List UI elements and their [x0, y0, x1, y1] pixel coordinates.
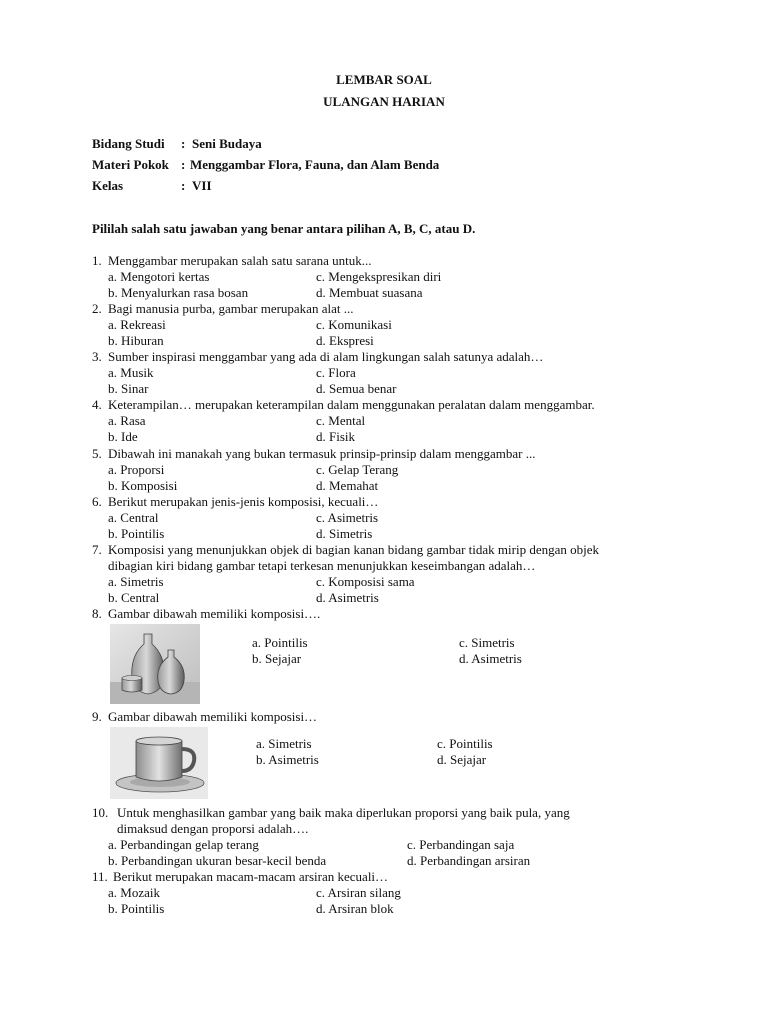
option-c: c. Perbandingan saja	[407, 837, 515, 852]
question-number: 2.	[92, 301, 102, 316]
question-number: 11.	[92, 869, 108, 884]
topic-separator: :	[181, 157, 186, 172]
question-7	[0, 542, 768, 558]
question-text-continued: dimaksud dengan proporsi adalah….	[117, 821, 309, 836]
option-d: d. Asimetris	[316, 590, 379, 605]
question-number: 10.	[92, 805, 109, 820]
question-8	[0, 606, 768, 622]
option-a: a. Rasa	[108, 413, 146, 428]
class-label: Kelas	[92, 178, 124, 193]
question-number: 1.	[92, 253, 102, 268]
option-c: c. Mengekspresikan diri	[316, 269, 442, 284]
option-b: b. Menyalurkan rasa bosan	[108, 285, 249, 300]
option-b: b. Central	[108, 590, 160, 605]
option-a: a. Simetris	[108, 574, 164, 589]
option-a: a. Proporsi	[108, 462, 165, 477]
options-row	[0, 478, 768, 494]
option-a: a. Simetris	[256, 736, 312, 751]
document-title: LEMBAR SOAL	[336, 72, 432, 87]
options-row	[0, 736, 768, 752]
instruction: Pililah salah satu jawaban yang benar antara pilihan A, B, C, atau D.	[92, 221, 476, 236]
option-b: b. Pointilis	[108, 526, 165, 541]
question-text: Dibawah ini manakah yang bukan termasuk prinsip-prinsip dalam menggambar ...	[108, 446, 536, 461]
question-text: Bagi manusia purba, gambar merupakan alat ...	[108, 301, 354, 316]
option-a: a. Pointilis	[252, 635, 308, 650]
subject-label: Bidang Studi	[92, 136, 165, 151]
options-row	[0, 333, 768, 349]
question-text: Sumber inspirasi menggambar yang ada di alam lingkungan salah satunya adalah…	[108, 349, 544, 364]
option-a: a. Perbandingan gelap terang	[108, 837, 259, 852]
options-row	[0, 365, 768, 381]
question-6	[0, 494, 768, 510]
question-2	[0, 301, 768, 317]
options-row	[0, 651, 768, 667]
option-d: d. Sejajar	[437, 752, 487, 767]
option-b: b. Pointilis	[108, 901, 165, 916]
options-row	[0, 269, 768, 285]
option-d: d. Perbandingan arsiran	[407, 853, 531, 868]
option-c: c. Mental	[316, 413, 366, 428]
option-d: d. Fisik	[316, 429, 356, 444]
subject-separator: :	[181, 136, 186, 151]
question-10	[0, 805, 768, 821]
option-b: b. Asimetris	[256, 752, 319, 767]
question-number: 7.	[92, 542, 102, 557]
question-text: Menggambar merupakan salah satu sarana untuk...	[108, 253, 372, 268]
question-10-continued	[0, 821, 768, 837]
options-row	[0, 590, 768, 606]
option-a: a. Central	[108, 510, 159, 525]
question-text-continued: dibagian kiri bidang gambar tetapi terkesan menunjukkan keseimbangan adalah…	[108, 558, 536, 573]
document-subtitle: ULANGAN HARIAN	[323, 94, 445, 109]
option-a: a. Mozaik	[108, 885, 160, 900]
question-9	[0, 709, 768, 725]
options-row	[0, 381, 768, 397]
options-row	[0, 429, 768, 445]
option-c: c. Simetris	[459, 635, 515, 650]
options-row	[0, 413, 768, 429]
question-number: 4.	[92, 397, 102, 412]
class-separator: :	[181, 178, 186, 193]
option-c: c. Komposisi sama	[316, 574, 415, 589]
question-text: Gambar dibawah memiliki komposisi….	[108, 606, 321, 621]
option-c: c. Arsiran silang	[316, 885, 401, 900]
option-d: d. Arsiran blok	[316, 901, 394, 916]
options-row	[0, 285, 768, 301]
question-3	[0, 349, 768, 365]
topic-label: Materi Pokok	[92, 157, 169, 172]
question-text: Gambar dibawah memiliki komposisi…	[108, 709, 318, 724]
option-b: b. Sejajar	[252, 651, 302, 666]
options-row	[0, 462, 768, 478]
option-c: c. Gelap Terang	[316, 462, 399, 477]
option-a: a. Musik	[108, 365, 154, 380]
option-c: c. Flora	[316, 365, 356, 380]
option-b: b. Komposisi	[108, 478, 178, 493]
option-d: d. Memahat	[316, 478, 379, 493]
option-b: b. Ide	[108, 429, 138, 444]
question-11	[0, 869, 768, 885]
question-5	[0, 446, 768, 462]
question-text: Komposisi yang menunjukkan objek di bagian kanan bidang gambar tidak mirip dengan objek	[108, 542, 600, 557]
question-1	[0, 253, 768, 269]
option-b: b. Sinar	[108, 381, 149, 396]
option-c: c. Komunikasi	[316, 317, 392, 332]
question-number: 8.	[92, 606, 102, 621]
class-value: VII	[192, 178, 212, 193]
question-text: Keterampilan… merupakan keterampilan dalam menggunakan peralatan dalam menggambar.	[108, 397, 595, 412]
option-d: d. Simetris	[316, 526, 373, 541]
option-b: b. Hiburan	[108, 333, 164, 348]
option-d: d. Asimetris	[459, 651, 522, 666]
options-row	[0, 853, 768, 869]
option-c: c. Asimetris	[316, 510, 379, 525]
question-4	[0, 397, 768, 413]
option-d: d. Ekspresi	[316, 333, 374, 348]
question-number: 9.	[92, 709, 102, 724]
options-row	[0, 837, 768, 853]
options-row	[0, 885, 768, 901]
question-text: Berikut merupakan macam-macam arsiran kecuali…	[113, 869, 389, 884]
question-text: Berikut merupakan jenis-jenis komposisi, kecuali…	[108, 494, 379, 509]
options-row	[0, 901, 768, 917]
options-row	[0, 317, 768, 333]
option-a: a. Rekreasi	[108, 317, 166, 332]
topic-value: Menggambar Flora, Fauna, dan Alam Benda	[190, 157, 440, 172]
options-row	[0, 510, 768, 526]
question-number: 5.	[92, 446, 102, 461]
question-number: 6.	[92, 494, 102, 509]
subject-value: Seni Budaya	[192, 136, 262, 151]
option-b: b. Perbandingan ukuran besar-kecil benda	[108, 853, 327, 868]
question-7-continued	[0, 558, 768, 574]
options-row	[0, 635, 768, 651]
question-number: 3.	[92, 349, 102, 364]
option-d: d. Membuat suasana	[316, 285, 423, 300]
option-c: c. Pointilis	[437, 736, 493, 751]
option-d: d. Semua benar	[316, 381, 397, 396]
question-text: Untuk menghasilkan gambar yang baik maka diperlukan proporsi yang baik pula, yang	[117, 805, 570, 820]
option-a: a. Mengotori kertas	[108, 269, 210, 284]
options-row	[0, 526, 768, 542]
options-row	[0, 752, 768, 768]
options-row	[0, 574, 768, 590]
